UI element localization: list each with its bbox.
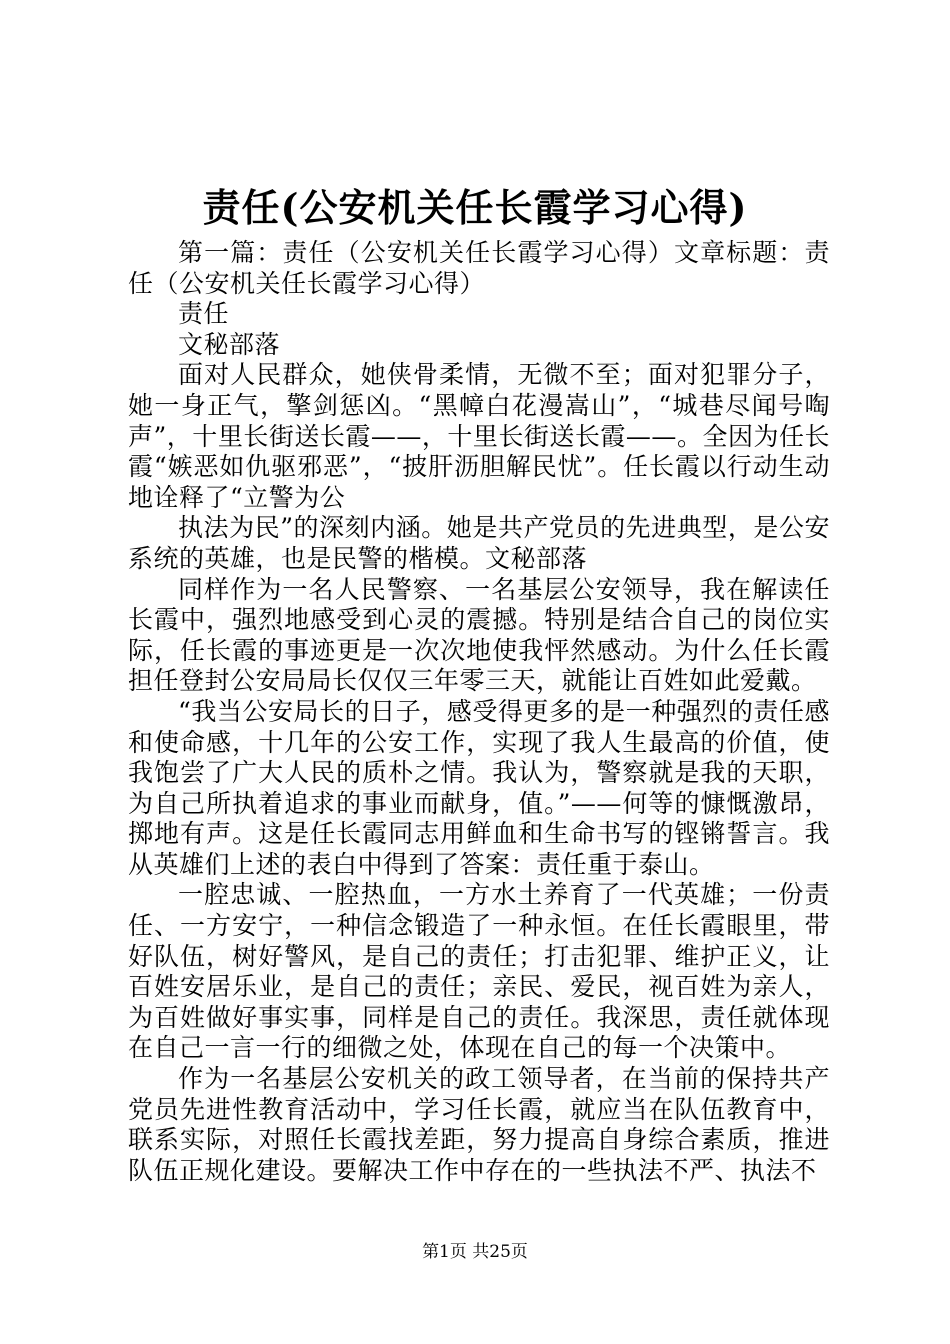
page-number-footer: 第1页 共25页	[422, 1242, 528, 1262]
paragraph: 同样作为一名人民警察、一名基层公安领导，我在解读任长霞中，强烈地感受到心灵的震撼。特别是结合自己的岗位实际，任长霞的事迹更是一次次地使我怦然感动。为什么任长霞担任登封公安局局长仅仅三年零三天，就能让百姓如此爱戴。	[128, 574, 830, 696]
page-title: 责任(公安机关任长霞学习心得)	[202, 185, 748, 230]
paragraph: 责任	[178, 299, 230, 329]
paragraph: 作为一名基层公安机关的政工领导者，在当前的保持共产党员先进性教育活动中，学习任长霞，就应当在队伍教育中，联系实际，对照任长霞找差距，努力提高自身综合素质，推进队伍正规化建设。要解决工作中存在的一些执法不严、执法不	[128, 1064, 830, 1185]
paragraph: 第一篇：责任（公安机关任长霞学习心得）文章标题：责任（公安机关任长霞学习心得）	[128, 238, 830, 298]
paragraph: 文秘部落	[178, 329, 281, 359]
paragraph: 面对人民群众，她侠骨柔情，无微不至；面对犯罪分子，她一身正气，擎剑惩凶。“黑幛白花漫嵩山”，“城巷尽闻号啕声”，十里长街送长霞——，十里长街送长霞——。全因为任长霞“嫉恶如仇驱邪恶”，“披肝沥胆解民忧”。任长霞以行动生动地诠释了“立警为公	[128, 360, 830, 512]
paragraph: “我当公安局长的日子，感受得更多的是一种强烈的责任感和使命感，十几年的公安工作，实现了我人生最高的价值，使我饱尝了广大人民的质朴之情。我认为，警察就是我的天职，为自己所执着追求的事业而献身，值。”——何等的慷慨激昂，掷地有声。这是任长霞同志用鲜血和生命书写的铿锵誓言。我从英雄们上述的表白中得到了答案：责任重于泰山。	[128, 696, 830, 879]
document-body	[128, 238, 830, 1186]
paragraph: 执法为民”的深刻内涵。她是共产党员的先进典型，是公安系统的英雄，也是民警的楷模。文秘部落	[128, 513, 830, 573]
paragraph: 一腔忠诚、一腔热血，一方水土养育了一代英雄；一份责任、一方安宁，一种信念锻造了一种永恒。在任长霞眼里，带好队伍，树好警风，是自己的责任；打击犯罪、维护正义，让百姓安居乐业，是自己的责任；亲民、爱民，视百姓为亲人，为百姓做好事实事，同样是自己的责任。我深思，责任就体现在自己一言一行的细微之处，体现在自己的每一个决策中。	[128, 880, 830, 1063]
